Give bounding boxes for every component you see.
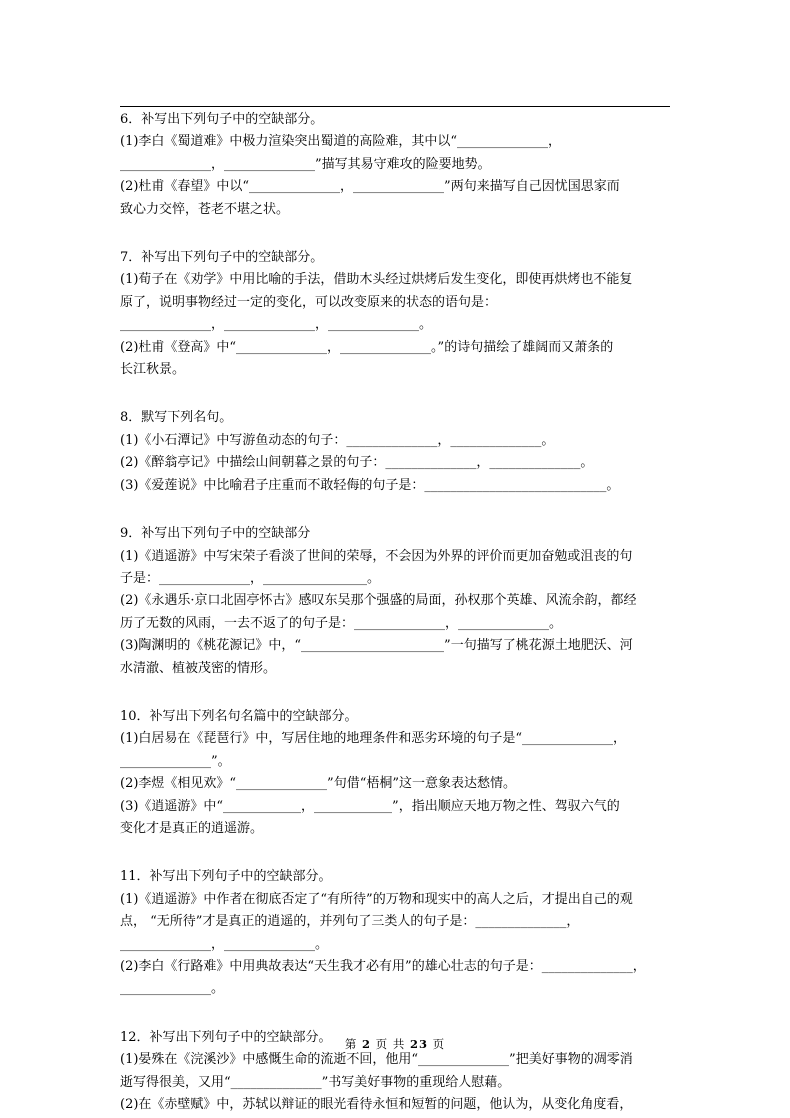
footer-middle: 页 共: [375, 1037, 406, 1051]
question-line: 历了无数的风雨，一去不返了的句子是：______________，______________。: [120, 615, 563, 631]
question-title: 11．补写出下列句子中的空缺部分。: [120, 869, 332, 885]
question-line: (2)在《赤壁赋》中，苏轼以辩证的眼光看待永恒和短暂的问题，他认为，从变化角度看，: [120, 1097, 633, 1113]
question-7: [120, 247, 672, 381]
question-line: 变化才是真正的逍遥游。: [120, 820, 264, 836]
question-line: ______________。: [120, 981, 225, 997]
footer-suffix: 页: [432, 1037, 446, 1051]
question-line: 点， “无所待”才是真正的逍遥的，并列句了三类人的句子是：______________，: [120, 914, 580, 930]
exercise-content: [120, 109, 672, 1116]
question-8: [120, 407, 672, 497]
question-title: 7．补写出下列句子中的空缺部分。: [120, 250, 324, 266]
question-10: [120, 706, 672, 840]
question-title: 6．补写出下列句子中的空缺部分。: [120, 112, 324, 127]
question-line: (3)《爱莲说》中比喻君子庄重而不敢轻侮的句子是：____________________________。: [120, 477, 620, 493]
question-line: (1)《小石潭记》中写游鱼动态的句子：______________，______________。: [120, 432, 555, 448]
question-line: ______________，______________”描写其易守难攻的险要地势。: [120, 156, 491, 172]
footer-prefix: 第: [344, 1037, 358, 1051]
question-line: (1)李白《蜀道难》中极力渲染突出蜀道的高险难，其中以“______________，: [120, 134, 562, 150]
question-line: (2)杜甫《春望》中以“______________，______________”两句来描写自己因忧国思家而: [120, 179, 620, 195]
total-page-number: 23: [409, 1037, 428, 1051]
question-line: (1)晏殊在《浣溪沙》中感慨生命的流逝不回，他用“______________”把美好事物的凋零消: [120, 1052, 633, 1068]
question-line: ______________，______________，______________。: [120, 317, 432, 333]
question-line: ______________”。: [120, 753, 231, 769]
question-line: 逝写得很美，又用“______________”书写美好事物的重现给人慰藉。: [120, 1074, 511, 1090]
question-line: (1)《逍遥游》中写宋荣子看淡了世间的荣辱，不会因为外界的评价而更加奋勉或沮丧的句: [120, 548, 633, 564]
header-rule: [120, 106, 670, 107]
question-line: ______________，______________。: [120, 936, 329, 952]
question-line: (1)白居易在《琵琶行》中，写居住地的地理条件和恶劣环境的句子是“______________，: [120, 731, 627, 747]
question-line: (3)陶渊明的《桃花源记》中，“______________________”一句描写了桃花源土地肥沃、河: [120, 638, 633, 654]
current-page-number: 2: [362, 1037, 372, 1051]
question-line: (1)《逍遥游》中作者在彻底否定了“有所待”的万物和现实中的高人之后，才提出自己的观: [120, 891, 633, 907]
question-line: 原了，说明事物经过一定的变化，可以改变原来的状态的语句是：: [120, 294, 498, 310]
question-line: (1)荀子在《劝学》中用比喻的手法，借助木头经过烘烤后发生变化，即使再烘烤也不能复: [120, 272, 633, 288]
question-line: (3)《逍遥游》中“____________，____________”，指出顺应天地万物之性、驾驭六气的: [120, 798, 620, 814]
question-9: [120, 523, 672, 680]
question-11: [120, 866, 672, 1000]
question-line: (2)《醉翁亭记》中描绘山间朝暮之景的句子：______________，______________。: [120, 455, 594, 471]
question-title: 10．补写出下列名句名篇中的空缺部分。: [120, 708, 358, 724]
question-6: [120, 109, 672, 221]
question-title: 9．补写出下列句子中的空缺部分: [120, 526, 311, 542]
question-line: 子是：______________，________________。: [120, 570, 381, 586]
page-footer: [0, 1036, 790, 1052]
question-line: 长江秋景。: [120, 362, 186, 378]
question-title: 8．默写下列名句。: [120, 410, 233, 426]
question-line: (2)李煜《相见欢》“______________”句借“梧桐”这一意象表达愁情。: [120, 776, 516, 792]
question-line: (2)杜甫《登高》中“______________，______________。”的诗句描绘了雄阔而又萧条的: [120, 339, 614, 355]
question-line: (2)《永遇乐·京口北固亭怀古》感叹东吴那个强盛的局面，孙权那个英雄、风流余韵，都经: [120, 593, 637, 609]
question-line: (2)李白《行路难》中用典故表达“天生我才必有用”的雄心壮志的句子是：______________，: [120, 959, 646, 974]
question-line: 致心力交悴，苍老不堪之状。: [120, 201, 290, 217]
question-title: 12．补写出下列句子中的空缺部分。: [120, 1029, 332, 1045]
question-line: 水清澈、植被茂密的情形。: [120, 660, 277, 676]
